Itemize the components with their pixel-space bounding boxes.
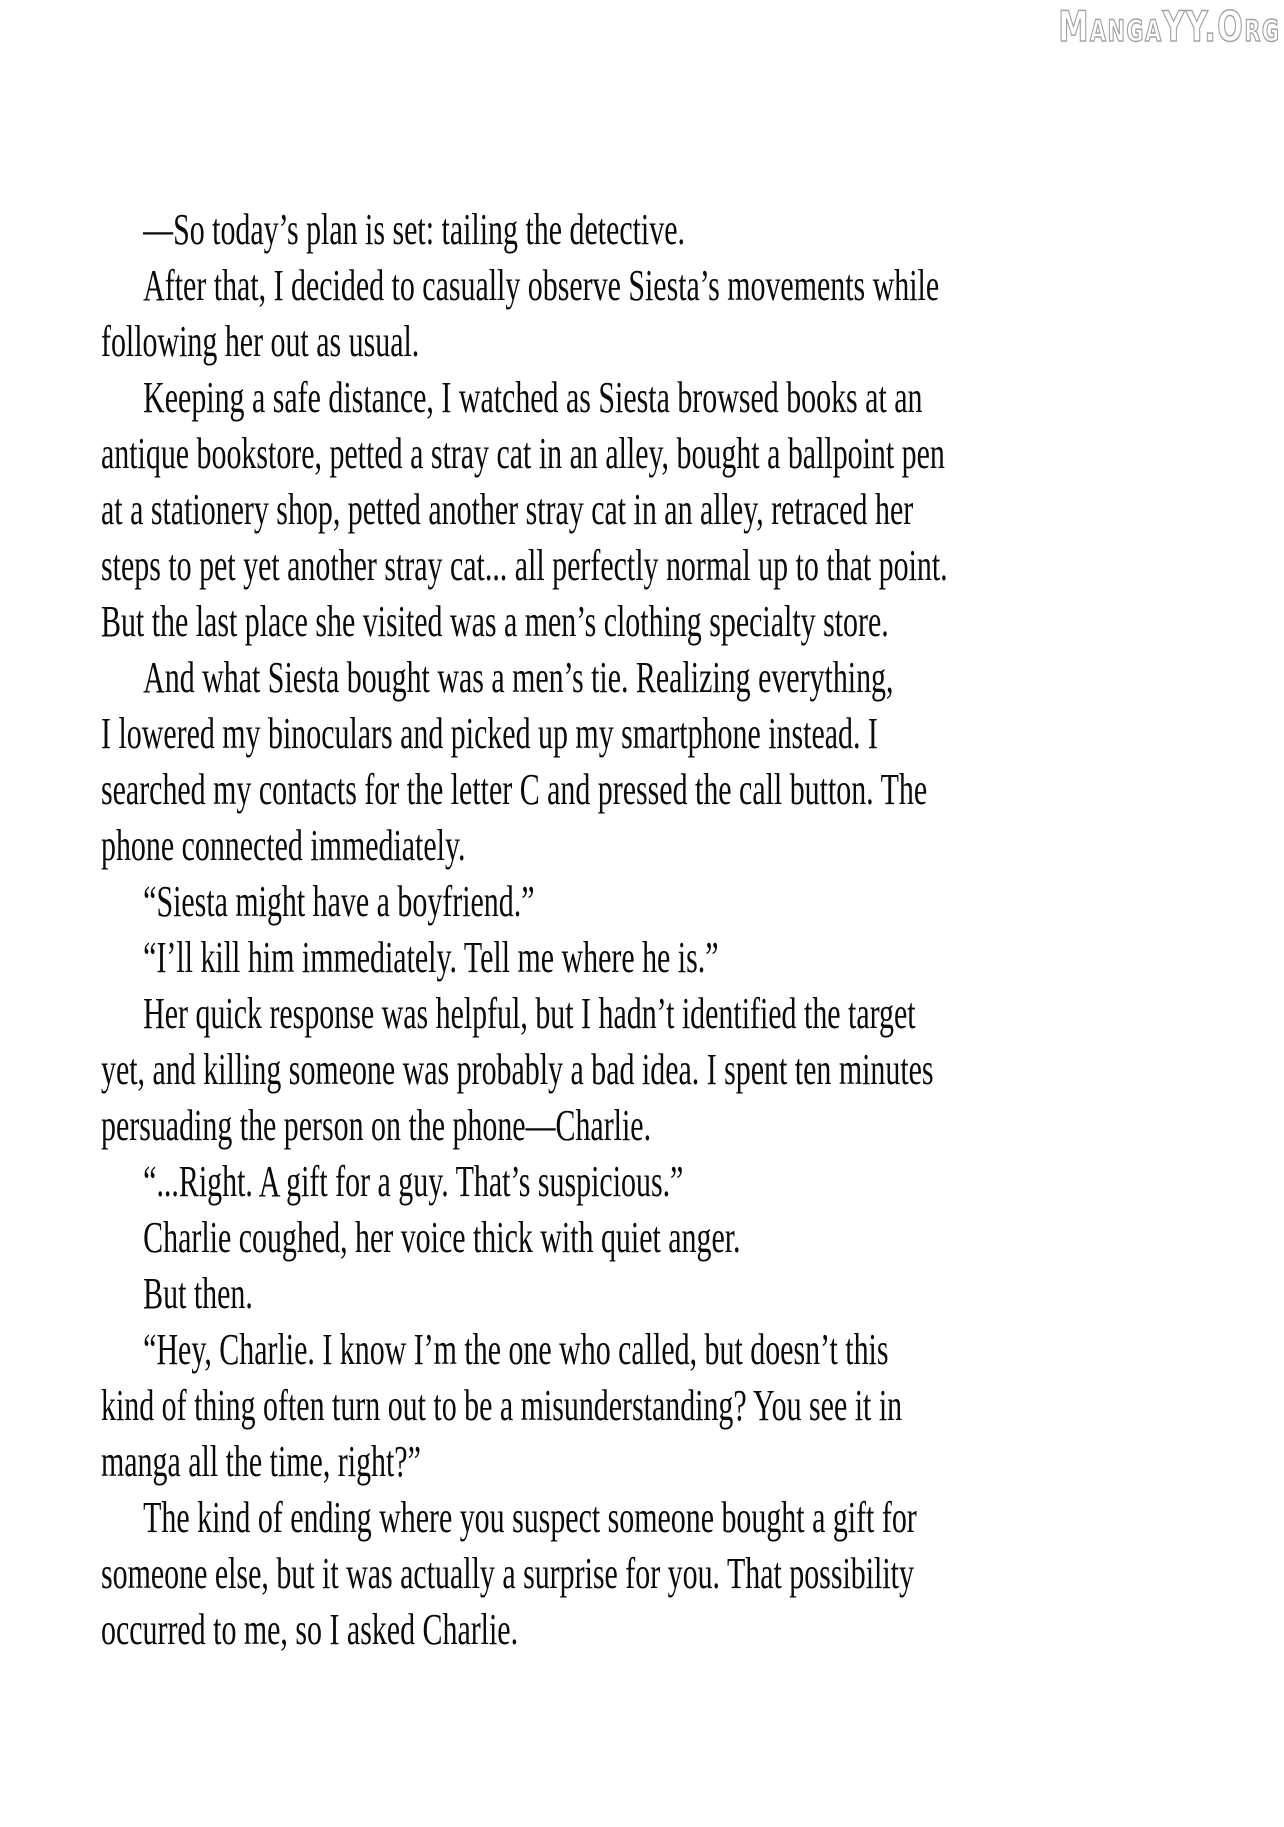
text-line: steps to pet yet another stray cat... all perfectly normal up to that point. [101,541,948,590]
text-line: Her quick response was helpful, but I hadn’t identified the target [143,989,916,1038]
text-line: yet, and killing someone was probably a bad idea. I spent ten minutes [101,1045,934,1094]
text-line: “I’ll kill him immediately. Tell me where he is.” [143,933,719,982]
paragraph [101,930,1284,986]
paragraph [101,1490,1284,1658]
text-line: following her out as usual. [101,317,420,366]
text-line: “Hey, Charlie. I know I’m the one who called, but doesn’t this [143,1325,889,1374]
site-watermark: MangaYY.Org [1057,2,1280,51]
text-line: searched my contacts for the letter C and pressed the call button. The [101,765,928,814]
text-line: kind of thing often turn out to be a misunderstanding? You see it in [101,1381,903,1430]
paragraph [101,370,1284,650]
text-line: someone else, but it was actually a surprise for you. That possibility [101,1549,914,1598]
text-line: manga all the time, right?” [101,1437,421,1486]
paragraph [101,874,1284,930]
paragraph [101,986,1284,1154]
text-line: The kind of ending where you suspect someone bought a gift for [143,1493,917,1542]
paragraph [101,1210,1284,1266]
text-line: occurred to me, so I asked Charlie. [101,1605,519,1654]
text-line: persuading the person on the phone—Charlie. [101,1101,652,1150]
text-line: But then. [143,1269,253,1318]
text-line: Charlie coughed, her voice thick with quiet anger. [143,1213,741,1262]
paragraph [101,202,1284,258]
text-line: Keeping a safe distance, I watched as Siesta browsed books at an [143,373,923,422]
text-line: —So today’s plan is set: tailing the detective. [143,205,685,254]
novel-text [101,202,1284,1658]
paragraph [101,1322,1284,1490]
text-line: phone connected immediately. [101,821,466,870]
text-line: And what Siesta bought was a men’s tie. Realizing everything, [143,653,894,702]
text-line: But the last place she visited was a men’s clothing specialty store. [101,597,889,646]
paragraph [101,258,1284,370]
text-line: “...Right. A gift for a guy. That’s suspicious.” [143,1157,684,1206]
paragraph [101,1266,1284,1322]
text-line: at a stationery shop, petted another stray cat in an alley, retraced her [101,485,914,534]
text-line: antique bookstore, petted a stray cat in an alley, bought a ballpoint pen [101,429,945,478]
paragraph [101,650,1284,874]
paragraph [101,1154,1284,1210]
text-line: “Siesta might have a boyfriend.” [143,877,535,926]
text-line: I lowered my binoculars and picked up my smartphone instead. I [101,709,878,758]
text-line: After that, I decided to casually observe Siesta’s movements while [143,261,940,310]
